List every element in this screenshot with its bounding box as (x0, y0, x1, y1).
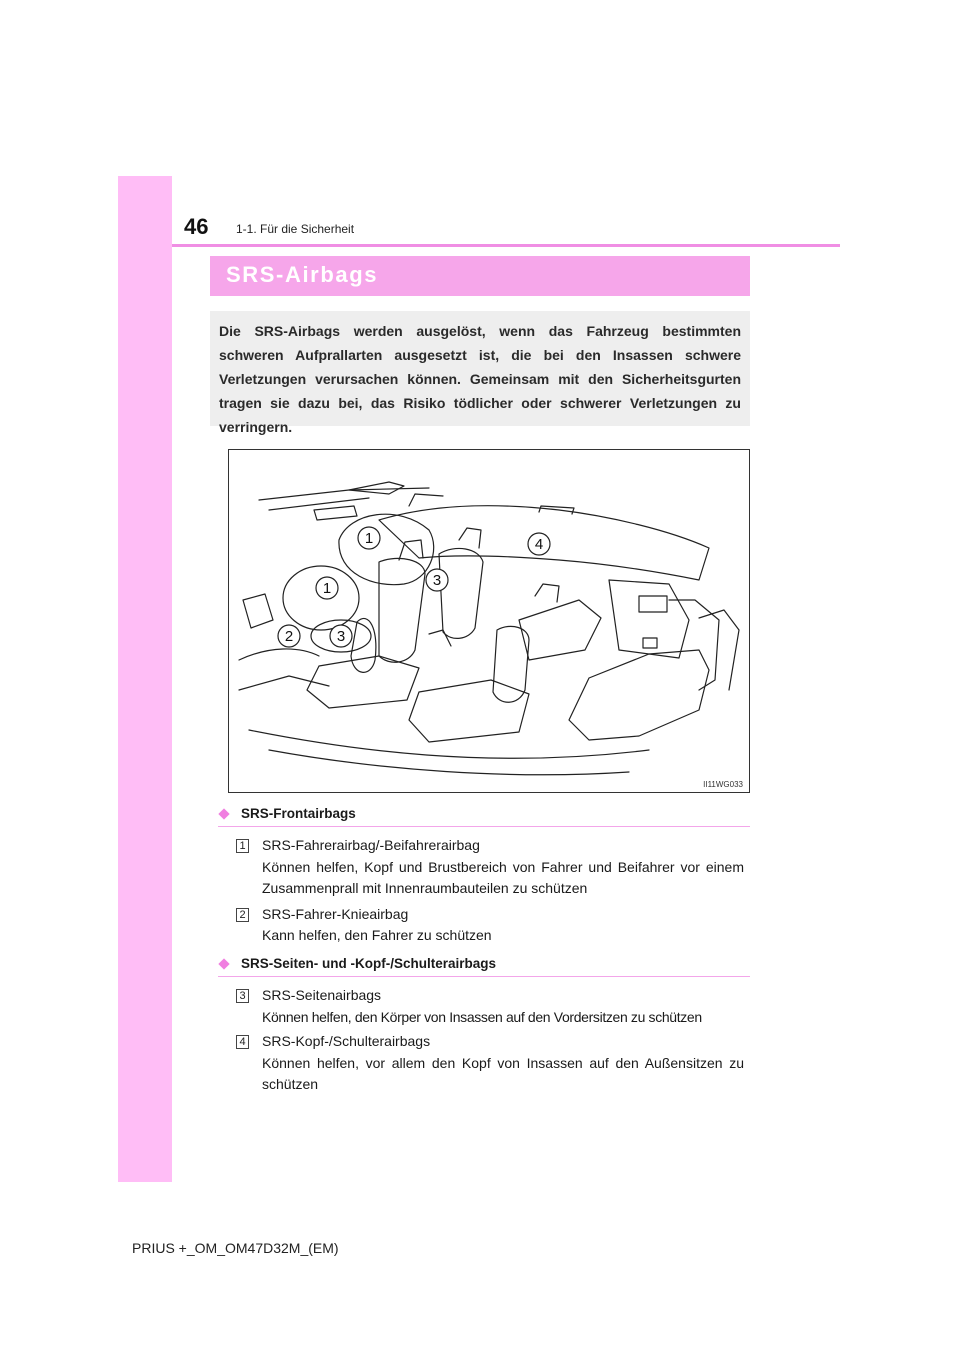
section-title: SRS-Airbags (226, 262, 379, 287)
item-title: SRS-Seitenairbags (262, 987, 382, 1003)
item-description: Kann helfen, den Fahrer zu schützen (262, 927, 492, 943)
diamond-icon (218, 808, 229, 819)
callout-4-label: 4 (534, 536, 544, 553)
callout-3b-label: 3 (432, 572, 442, 589)
item-title: SRS-Kopf-/Schulterairbags (262, 1033, 431, 1049)
subheading-side-curtain-airbags (218, 956, 750, 977)
section-header (210, 256, 750, 296)
intro-text: Die SRS-Airbags werden ausgelöst, wenn das Fahrzeug bestimmten schweren Aufprallarten ausgesetzt ist, die bei den Insassen schwere Verletzungen verursachen können. Gemeinsam mit den Sicherheitsgurten tragen sie dazu bei, das Risiko tödlicher oder schwerer Verletzungen zu verringern. (219, 323, 741, 435)
figure-code: II11WG033 (703, 780, 743, 789)
page-number: 46 (184, 214, 209, 239)
item-title: SRS-Fahrer-Knieairbag (262, 906, 409, 922)
callout-3a-label: 3 (336, 628, 346, 645)
side-tab (118, 176, 172, 1182)
header-rule (172, 244, 840, 247)
callout-1b-label: 1 (322, 580, 332, 597)
item-description: Können helfen, Kopf und Brustbereich von Fahrer und Beifahrer vor einem Zusammenprall mit Innenraumbauteilen zu schützen (262, 859, 744, 896)
callout-1a-label: 1 (364, 530, 374, 547)
subheading-label: SRS-Seiten- und -Kopf-/Schulterairbags (241, 956, 497, 971)
chapter-title: 1-1. Für die Sicherheit (236, 222, 355, 236)
footer-code: PRIUS +_OM_OM47D32M_(EM) (132, 1240, 339, 1256)
item-description: Können helfen, vor allem den Kopf von Insassen auf den Außensitzen zu schützen (262, 1055, 744, 1092)
subheading-frontairbags (218, 806, 750, 827)
item-number-badge: 2 (236, 908, 249, 922)
item-number-badge: 4 (236, 1035, 249, 1049)
subheading-label: SRS-Frontairbags (241, 806, 356, 821)
item-title: SRS-Fahrerairbag/-Beifahrerairbag (262, 837, 480, 853)
car-interior-drawing (229, 450, 749, 792)
item-description: Können helfen, den Körper von Insassen auf den Vordersitzen zu schützen (262, 1009, 702, 1025)
item-number-badge: 1 (236, 839, 249, 853)
intro-box (210, 311, 750, 435)
item-number-badge: 3 (236, 989, 249, 1003)
diamond-icon (218, 958, 229, 969)
callout-2-label: 2 (284, 628, 294, 645)
airbag-illustration (228, 449, 750, 793)
